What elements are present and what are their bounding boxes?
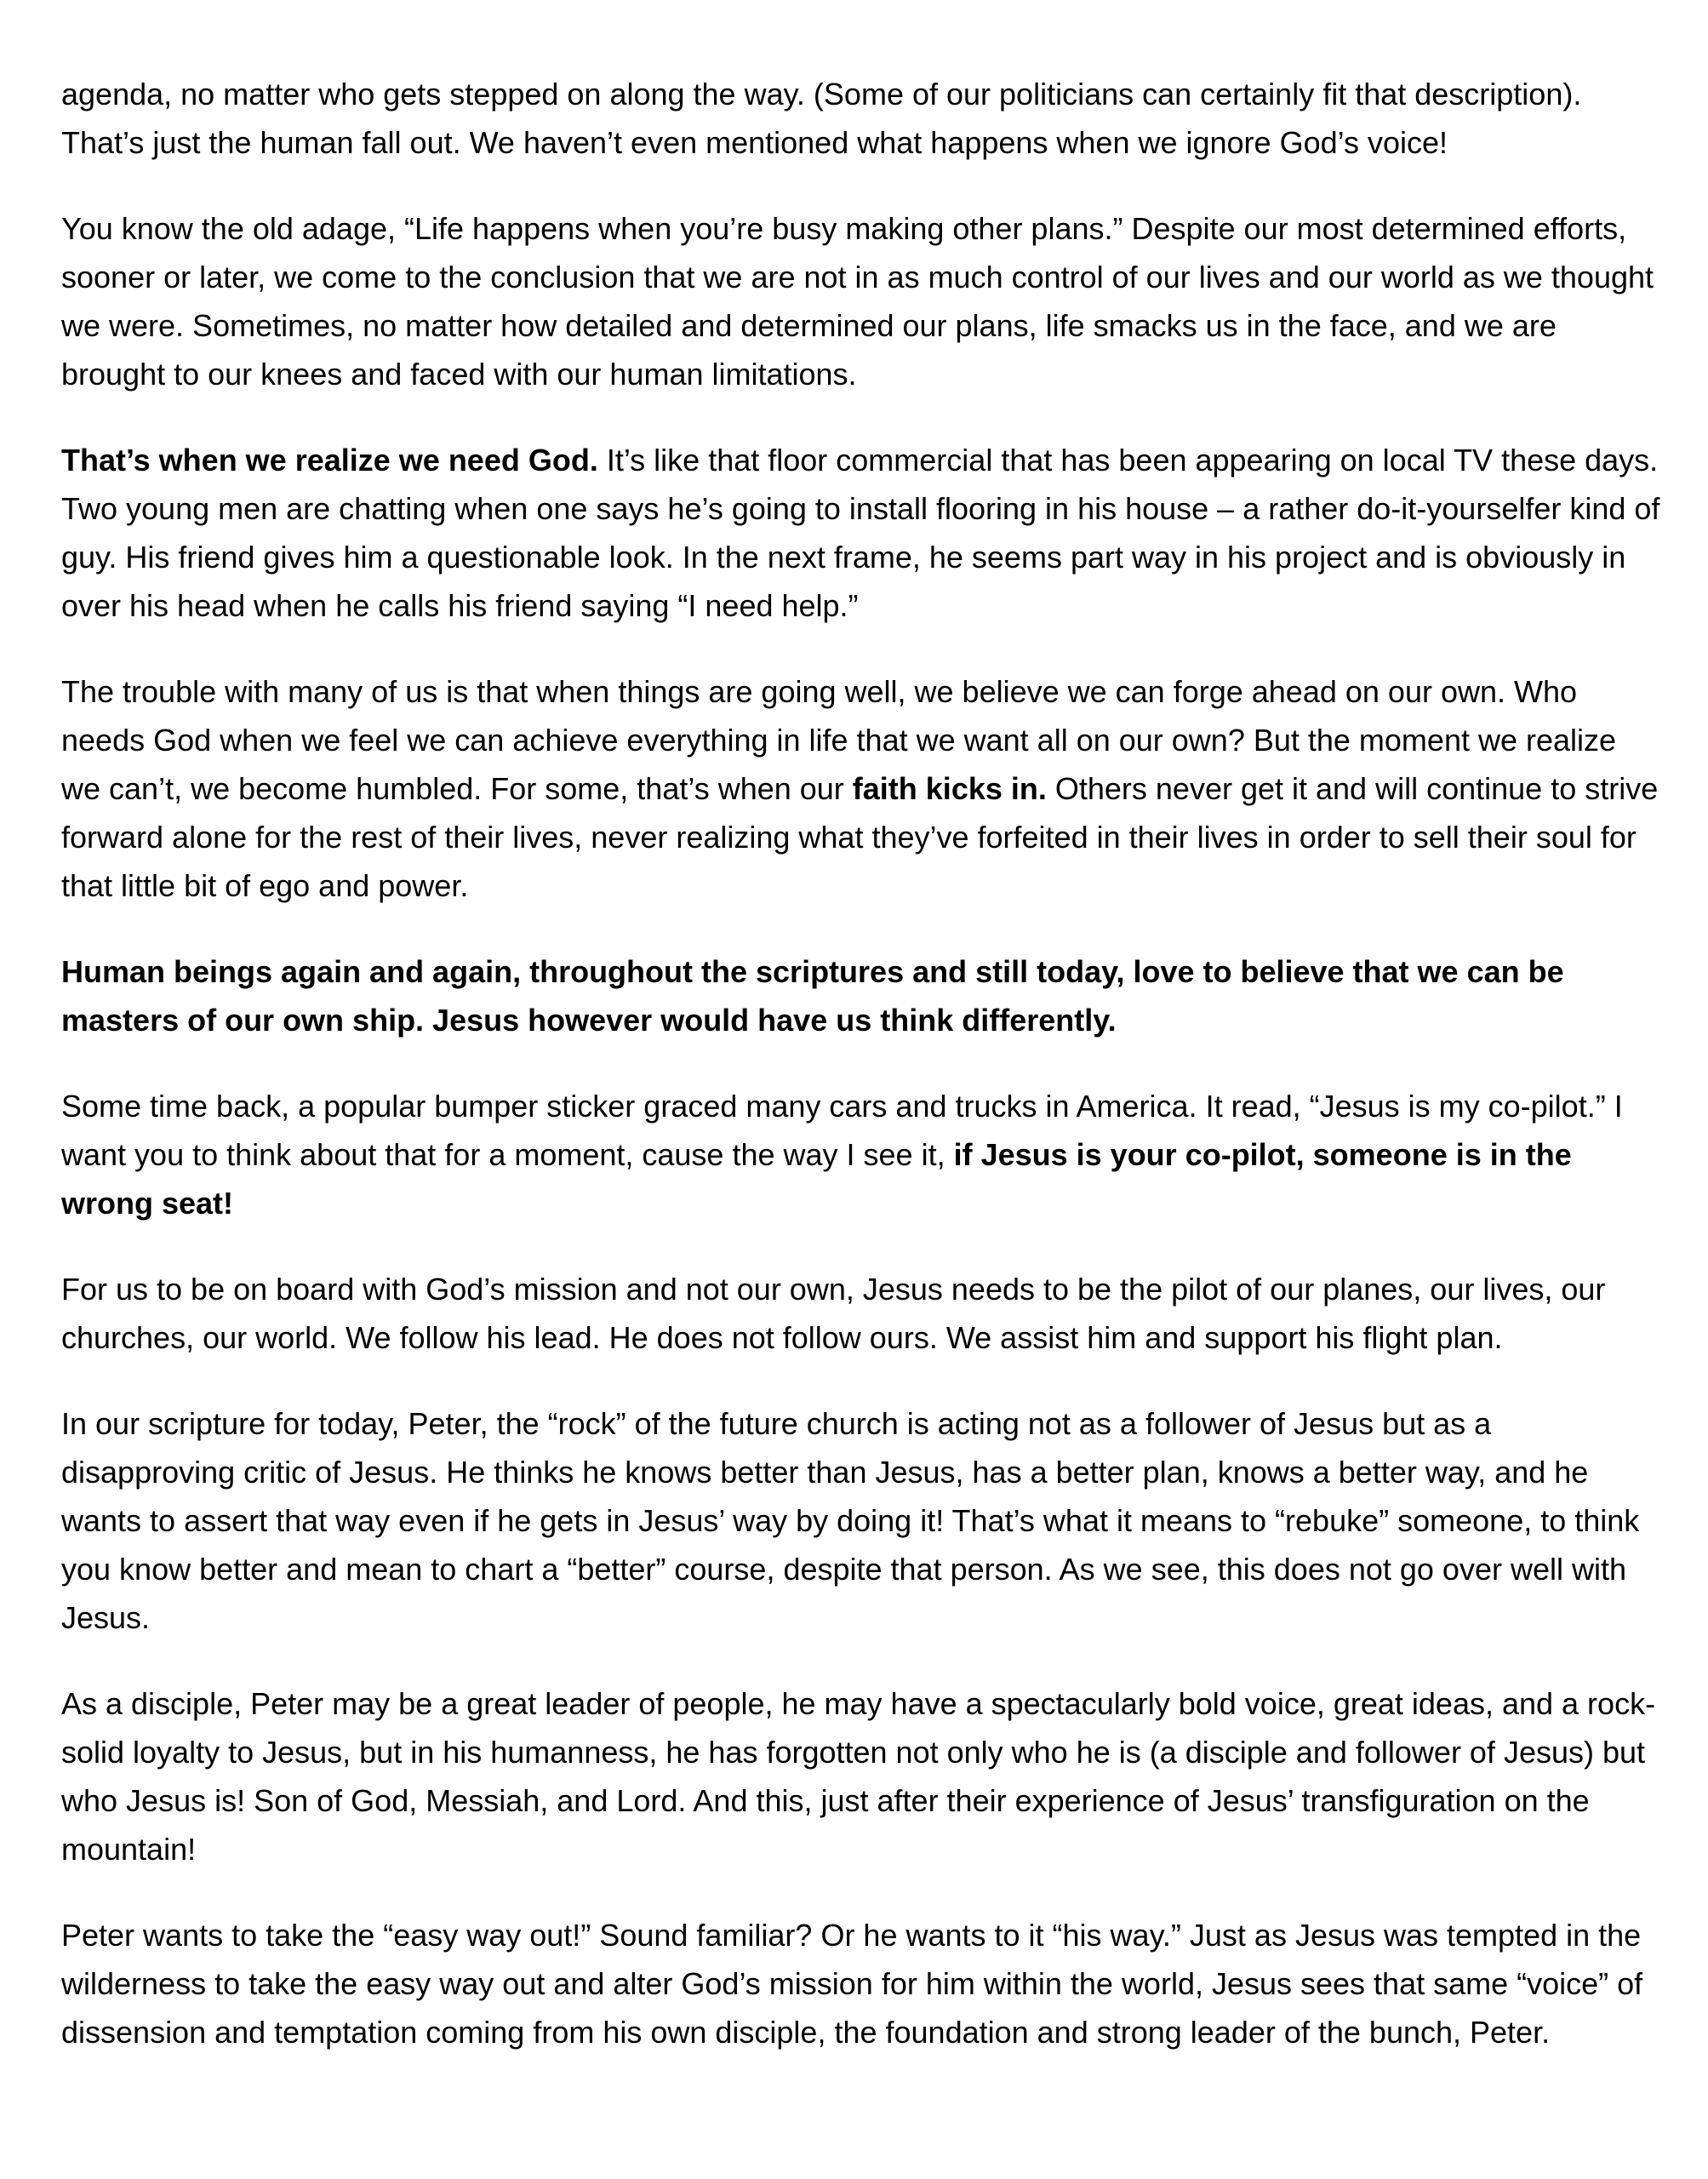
- paragraph-text: Peter wants to take the “easy way out!” Sound familiar? Or he wants to it “his way.” Just as Jesus was tempted in the wilderness to take the easy way out and alter God’s mission for him within the world, Jesus sees that same “voice” of dissension and temptation coming from his own disciple, the foundation and strong leader of the bunch, Peter.: [61, 1918, 1643, 2050]
- paragraph-8: [61, 1399, 1661, 1642]
- paragraph-text: agenda, no matter who gets stepped on along the way. (Some of our politicians can certainly fit that description). That’s just the human fall out. We haven’t even mentioned what happens when we ignore God’s voice!: [61, 77, 1582, 160]
- paragraph-text: Some time back, a popular bumper sticker graced many cars and trucks in America. It read, “Jesus is my co-pilot.” I want you to think about that for a moment, cause the way I see it,: [61, 1089, 1623, 1172]
- paragraph-text: You know the old adage, “Life happens when you’re busy making other plans.” Despite our most determined efforts, sooner or later, we come to the conclusion that we are not in as much control of our lives and our world as we thought we were. Sometimes, no matter how detailed and determined our plans, life smacks us in the face, and we are brought to our knees and faced with our human limitations.: [61, 211, 1654, 392]
- paragraph-7: [61, 1265, 1661, 1362]
- paragraph-4: [61, 667, 1661, 910]
- paragraph-10: [61, 1911, 1661, 2056]
- paragraph-text: For us to be on board with God’s mission and not our own, Jesus needs to be the pilot of our planes, our lives, our churches, our world. We follow his lead. He does not follow ours. We assist him and support his flight plan.: [61, 1272, 1606, 1355]
- bold-phrase: faith kicks in.: [852, 771, 1047, 806]
- bold-phrase: if Jesus is your co-pilot, someone is in the wrong seat!: [61, 1137, 1572, 1221]
- paragraph-text: It’s like that floor commercial that has been appearing on local TV these days. Two young men are chatting when one says he’s going to install flooring in his house – a rather do-it-yourselfer kind of guy. His friend gives him a questionable look. In the next frame, he seems part way in his project and is obviously in over his head when he calls his friend saying “I need help.”: [61, 443, 1660, 623]
- paragraph-6: [61, 1082, 1661, 1227]
- paragraph-1: [61, 70, 1661, 167]
- paragraph-text: The trouble with many of us is that when things are going well, we believe we can forge ahead on our own. Who needs God when we feel we can achieve everything in life that we want all on our own? But the moment we realize we can’t, we become humbled. For some, that’s when our: [61, 674, 1617, 806]
- bold-phrase: That’s when we realize we need God.: [61, 443, 598, 478]
- paragraph-text: Others never get it and will continue to strive forward alone for the rest of their lives, never realizing what they’ve forfeited in their lives in order to sell their soul for that little bit of ego and power.: [61, 771, 1659, 903]
- paragraph-9: [61, 1679, 1661, 1873]
- paragraph-text: As a disciple, Peter may be a great leader of people, he may have a spectacularly bold voice, great ideas, and a rock-solid loyalty to Jesus, but in his humanness, he has forgotten not only who he is (a disciple and follower of Jesus) but who Jesus is! Son of God, Messiah, and Lord. And this, just after their experience of Jesus’ transfiguration on the mountain!: [61, 1686, 1656, 1867]
- paragraph-5: [61, 947, 1661, 1044]
- bold-paragraph-text: Human beings again and again, throughout the scriptures and still today, love to believe that we can be masters of our own ship. Jesus however would have us think differently.: [61, 954, 1564, 1038]
- paragraph-2: [61, 204, 1661, 398]
- paragraph-text: In our scripture for today, Peter, the “rock” of the future church is acting not as a follower of Jesus but as a disapproving critic of Jesus. He thinks he knows better than Jesus, has a better plan, knows a better way, and he wants to assert that way even if he gets in Jesus’ way by doing it! That’s what it means to “rebuke” someone, to think you know better and mean to chart a “better” course, despite that person. As we see, this does not go over well with Jesus.: [61, 1406, 1640, 1635]
- paragraph-3: [61, 436, 1661, 630]
- document-body: [61, 70, 1661, 2094]
